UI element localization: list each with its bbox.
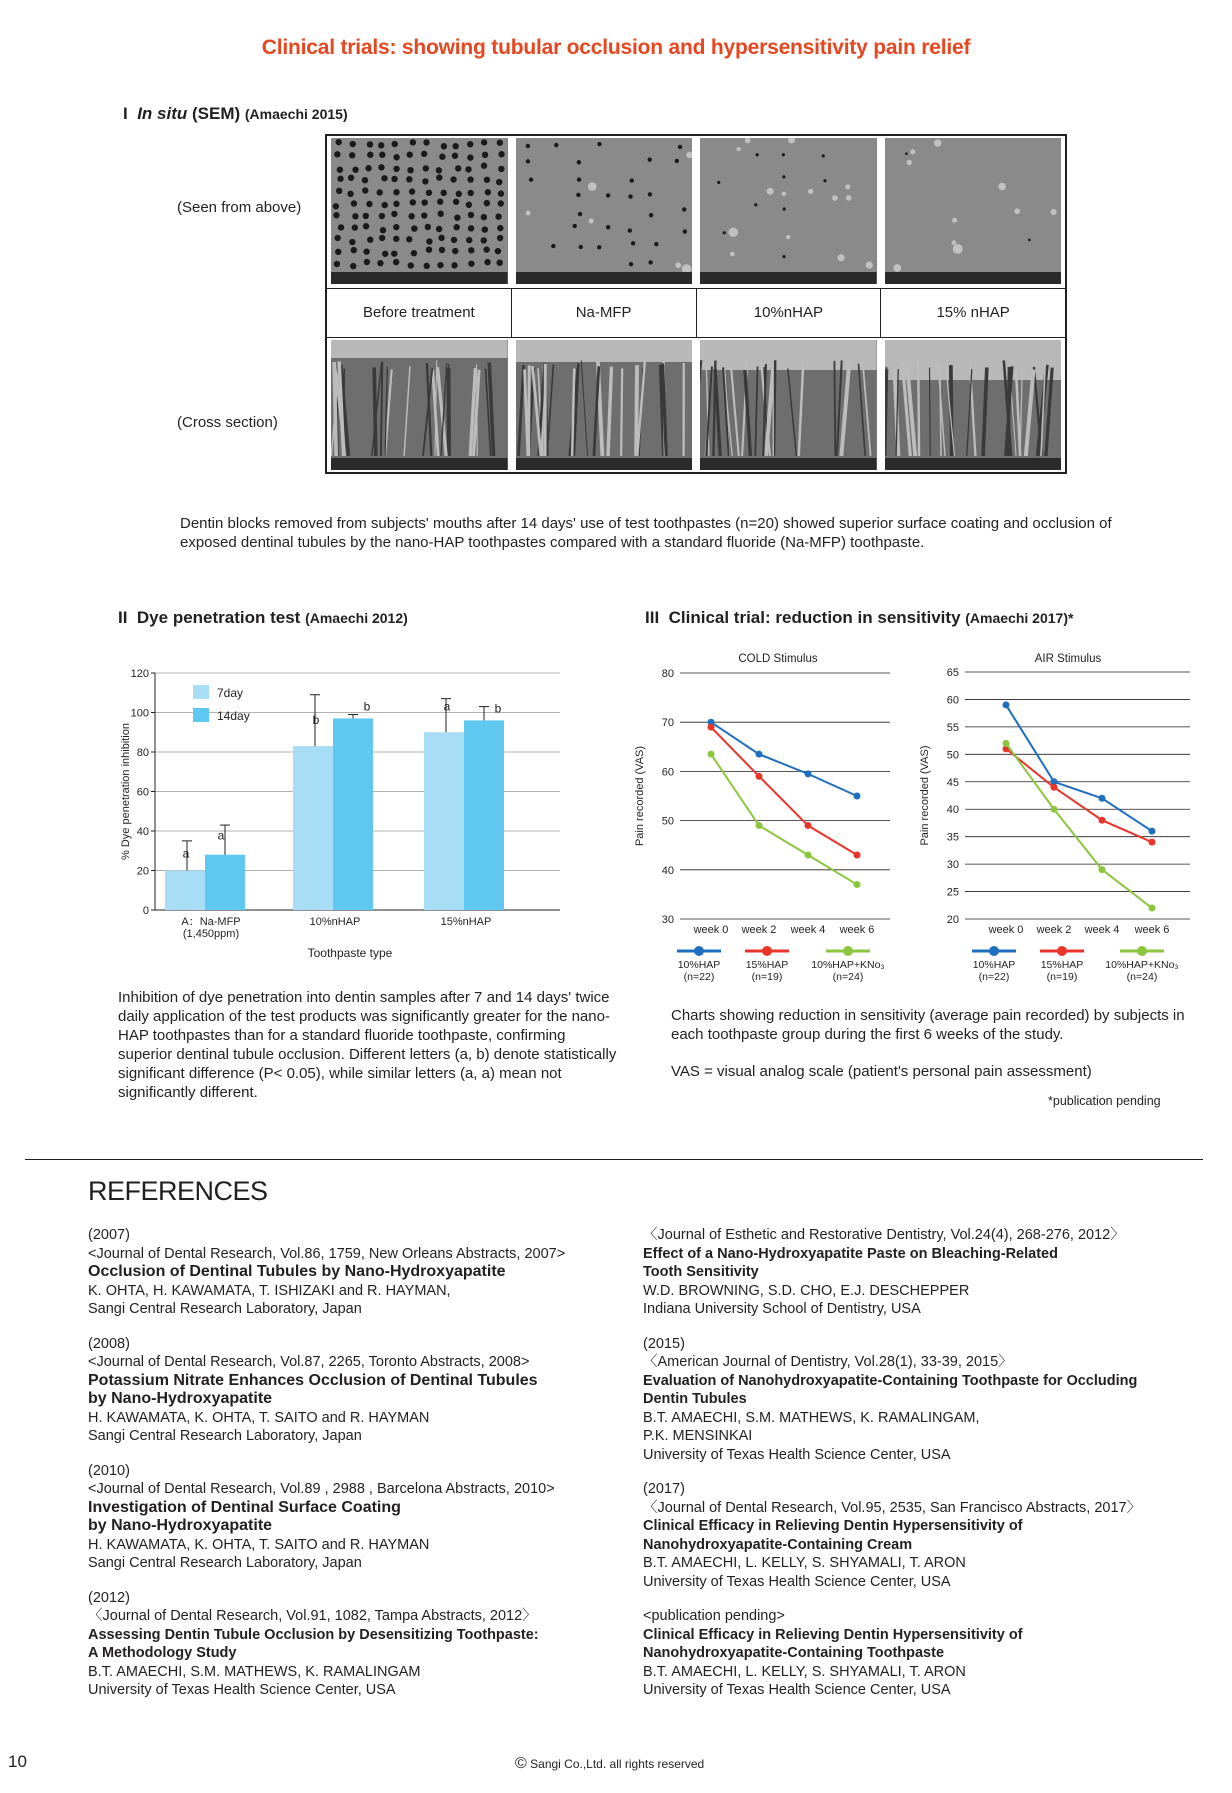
reference-source: <Journal of Dental Research, Vol.89 , 2988 , Barcelona Abstracts, 2010> [88, 1481, 555, 1497]
reference-entry [88, 1335, 648, 1446]
y-tick-label: 50 [661, 815, 674, 828]
data-point [1099, 866, 1106, 873]
data-point [805, 770, 812, 777]
references-divider [25, 1159, 1203, 1160]
y-axis-label: % Dye penetration inhibition [120, 723, 132, 860]
bar-7day [165, 871, 205, 911]
legend-marker [1137, 946, 1147, 956]
reference-title: by Nano-Hydroxyapatite [88, 1390, 273, 1407]
series-line [711, 754, 857, 884]
section3-heading-sub: (Amaechi 2017)* [965, 610, 1074, 626]
section1-numeral: I [123, 104, 128, 123]
legend-label: (n=22) [978, 971, 1010, 983]
legend-marker [989, 946, 999, 956]
column-label-before: Before treatment [327, 289, 512, 337]
legend-label: 10%HAP [677, 959, 721, 971]
reference-source: 〈American Journal of Dentistry, Vol.28(1), 33-39, 2015〉 [643, 1354, 1013, 1370]
y-tick-label: 120 [130, 668, 149, 680]
data-point [1149, 839, 1156, 846]
data-point [1099, 795, 1106, 802]
y-tick-label: 55 [946, 721, 959, 734]
legend-label: 15%HAP [745, 959, 789, 971]
references-heading: REFERENCES [88, 1176, 268, 1206]
x-tick-label: week 6 [1134, 924, 1170, 936]
cross-section-micrograph [516, 340, 693, 470]
y-tick-label: 35 [946, 831, 959, 844]
significance-letter: a [182, 846, 190, 861]
y-tick-label: 20 [136, 865, 149, 878]
section2-heading [118, 608, 408, 628]
reference-authors: B.T. AMAECHI, S.M. MATHEWS, K. RAMALINGAM, [643, 1409, 980, 1426]
y-tick-label: 25 [946, 886, 959, 899]
cross-section-micrograph [331, 340, 508, 470]
significance-letter: b [494, 701, 502, 716]
y-tick-label: 70 [661, 717, 674, 730]
reference-authors: B.T. AMAECHI, L. KELLY, S. SHYAMALI, T. ARON [643, 1663, 966, 1680]
reference-title: Nanohydroxyapatite-Containing Toothpaste [643, 1645, 945, 1661]
legend-label: (n=24) [1126, 971, 1158, 983]
surface-micrograph [331, 138, 508, 284]
reference-title: Dentin Tubules [643, 1391, 747, 1407]
data-point [805, 852, 812, 859]
section1-heading-main: (SEM) [191, 104, 241, 123]
reference-source: 〈Journal of Dental Research, Vol.91, 1082, Tampa Abstracts, 2012〉 [88, 1608, 537, 1624]
reference-year: (2008) [88, 1335, 130, 1352]
reference-source: <Journal of Dental Research, Vol.86, 1759, New Orleans Abstracts, 2007> [88, 1245, 566, 1262]
y-tick-label: 45 [946, 776, 959, 789]
data-point [805, 822, 812, 829]
reference-authors: Sangi Central Research Laboratory, Japan [88, 1428, 362, 1444]
reference-authors: University of Texas Health Science Center, USA [643, 1573, 951, 1590]
reference-title: Clinical Efficacy in Relieving Dentin Hypersensitivity of [643, 1626, 1023, 1643]
bar-14day [464, 720, 504, 910]
reference-title: Nanohydroxyapatite-Containing Cream [643, 1536, 913, 1553]
reference-authors: Indiana University School of Dentistry, USA [643, 1301, 921, 1317]
y-tick-label: 40 [946, 804, 959, 817]
y-tick-label: 40 [661, 864, 674, 877]
reference-authors: P.K. MENSINKAI [643, 1428, 753, 1444]
copyright-icon: © [515, 1755, 527, 1772]
significance-letter: b [312, 713, 320, 728]
cold-stimulus-line-chart [630, 640, 905, 990]
bar-14day [333, 718, 373, 910]
reference-authors: H. KAWAMATA, K. OHTA, T. SAITO and R. HAYMAN [88, 1536, 430, 1553]
reference-authors: W.D. BROWNING, S.D. CHO, E.J. DESCHEPPER [643, 1282, 970, 1299]
legend-marker [762, 946, 772, 956]
reference-year: (2010) [88, 1462, 130, 1479]
x-axis-label: Toothpaste type [307, 946, 393, 960]
reference-authors: B.T. AMAECHI, L. KELLY, S. SHYAMALI, T. ARON [643, 1555, 966, 1571]
data-point [854, 852, 861, 859]
section2-numeral: II [118, 608, 128, 627]
data-point [1003, 740, 1010, 747]
reference-title: Assessing Dentin Tubule Occlusion by Desensitizing Toothpaste: [88, 1626, 539, 1643]
bar-7day [293, 746, 333, 910]
data-point [854, 793, 861, 800]
legend-label: 10%HAP+KNo₃ [1105, 959, 1179, 971]
publication-pending-footnote: *publication pending [1048, 1094, 1161, 1108]
reference-title: Investigation of Dentinal Surface Coating [88, 1498, 401, 1516]
section1-description: Dentin blocks removed from subjects' mouths after 14 days' use of test toothpastes (n=20) showed superior surface coating and occlusion of exposed dentinal tubules by the nano-HAP toothpastes compared with a standard fluoride (Na-MFP) toothpaste. [180, 515, 1112, 551]
reference-entry [643, 1226, 1213, 1319]
section1-heading-italic: In situ [137, 104, 188, 123]
reference-authors: University of Texas Health Science Center, USA [643, 1446, 951, 1463]
reference-year: (2015) [643, 1335, 685, 1352]
chart-title: AIR Stimulus [1034, 653, 1102, 665]
x-tick-label: week 2 [1036, 924, 1072, 936]
y-axis-label: Pain recorded (VAS) [919, 745, 931, 846]
significance-letter: a [217, 828, 225, 843]
references-left-column [88, 1226, 648, 1716]
x-tick-label: week 4 [790, 924, 826, 936]
reference-entry [643, 1480, 1213, 1591]
x-tick-label: week 0 [988, 924, 1024, 936]
column-label-namfp: Na-MFP [512, 289, 697, 337]
reference-authors: H. KAWAMATA, K. OHTA, T. SAITO and R. HAYMAN [88, 1409, 430, 1426]
reference-title: Clinical Efficacy in Relieving Dentin Hypersensitivity of [643, 1518, 1023, 1534]
y-tick-label: 50 [946, 749, 959, 762]
reference-year: <publication pending> [643, 1608, 785, 1624]
data-point [1149, 905, 1156, 912]
reference-authors: B.T. AMAECHI, S.M. MATHEWS, K. RAMALINGAM [88, 1663, 421, 1680]
reference-title: Effect of a Nano-Hydroxyapatite Paste on Bleaching-Related [643, 1245, 1058, 1262]
section2-heading-main: Dye penetration test [136, 608, 301, 627]
column-label-15nhap: 15% nHAP [936, 304, 1010, 321]
reference-source: <Journal of Dental Research, Vol.87, 2265, Toronto Abstracts, 2008> [88, 1354, 530, 1370]
data-point [756, 822, 763, 829]
reference-source: 〈Journal of Dental Research, Vol.95, 2535, San Francisco Abstracts, 2017〉 [643, 1499, 1142, 1516]
series-line [711, 727, 857, 855]
surface-micrograph [516, 138, 693, 284]
section2-heading-sub: (Amaechi 2012) [305, 610, 408, 626]
category-label: A：Na-MFP [181, 916, 241, 928]
data-point [854, 881, 861, 888]
y-tick-label: 65 [946, 667, 959, 679]
section3-description-2: VAS = visual analog scale (patient's personal pain assessment) [671, 1063, 1092, 1080]
reference-title: Potassium Nitrate Enhances Occlusion of Dentinal Tubules [88, 1371, 538, 1389]
dye-penetration-bar-chart [105, 655, 575, 975]
reference-authors: Sangi Central Research Laboratory, Japan [88, 1301, 362, 1317]
page-title: Clinical trials: showing tubular occlusion and hypersensitivity pain relief [261, 36, 971, 59]
section3-numeral: III [645, 608, 660, 627]
air-stimulus-line-chart [915, 640, 1205, 990]
legend-marker [1057, 946, 1067, 956]
sem-image-table [325, 134, 1067, 474]
data-point [1051, 806, 1058, 813]
reference-source: 〈Journal of Esthetic and Restorative Dentistry, Vol.24(4), 268-276, 2012〉 [643, 1227, 1125, 1243]
category-label: (1,450ppm) [182, 928, 240, 940]
data-point [1149, 828, 1156, 835]
legend-label: 15%HAP [1040, 959, 1084, 971]
x-tick-label: week 2 [741, 924, 777, 936]
y-tick-label: 100 [130, 707, 149, 720]
series-line [1006, 749, 1152, 842]
section3-description-1: Charts showing reduction in sensitivity (average pain recorded) by subjects in each toothpaste group during the first 6 weeks of the study. [671, 1007, 1185, 1043]
y-tick-label: 40 [136, 826, 149, 838]
x-tick-label: week 6 [839, 924, 875, 936]
sem-column-labels [327, 288, 1065, 338]
reference-authors: K. OHTA, H. KAWAMATA, T. ISHIZAKI and R. HAYMAN, [88, 1282, 451, 1299]
bar-7day [424, 732, 464, 910]
reference-title: Evaluation of Nanohydroxyapatite-Containing Toothpaste for Occluding [643, 1372, 1138, 1389]
legend-label: (n=19) [751, 971, 783, 983]
reference-authors: Sangi Central Research Laboratory, Japan [88, 1555, 362, 1571]
category-label: 10%nHAP [309, 916, 361, 928]
legend-swatch [193, 685, 209, 699]
reference-authors: University of Texas Health Science Center, USA [88, 1682, 396, 1698]
legend-marker [843, 946, 853, 956]
row-label-bottom: (Cross section) [177, 414, 278, 431]
category-label: 15%nHAP [440, 916, 492, 928]
legend-label: 10%HAP+KNo₃ [811, 959, 885, 971]
y-tick-label: 20 [946, 914, 959, 926]
copyright-line [515, 1755, 704, 1773]
y-tick-label: 60 [136, 786, 149, 799]
legend-swatch [193, 708, 209, 722]
legend-label: 10%HAP [972, 959, 1016, 971]
significance-letter: b [363, 699, 371, 714]
series-line [711, 722, 857, 796]
surface-micrograph [885, 138, 1062, 284]
reference-title: by Nano-Hydroxyapatite [88, 1517, 273, 1534]
cross-section-micrograph [885, 340, 1062, 470]
series-line [1006, 743, 1152, 908]
reference-year: (2017) [643, 1481, 685, 1497]
reference-entry [88, 1462, 648, 1573]
bar-14day [205, 855, 245, 910]
y-tick-label: 80 [136, 747, 149, 759]
legend-label: 14day [217, 709, 250, 723]
section1-heading-sub: (Amaechi 2015) [244, 106, 348, 122]
legend-label: (n=24) [832, 971, 864, 983]
reference-authors: University of Texas Health Science Center, USA [643, 1682, 951, 1698]
significance-letter: a [443, 699, 451, 714]
reference-title: Occlusion of Dentinal Tubules by Nano-Hydroxyapatite [88, 1263, 506, 1280]
data-point [1003, 701, 1010, 708]
page-number: 10 [8, 1752, 27, 1771]
reference-title: Tooth Sensitivity [643, 1264, 759, 1280]
references-right-column [643, 1226, 1213, 1716]
data-point [1099, 817, 1106, 824]
data-point [708, 724, 715, 731]
copyright-text: Sangi Co.,Ltd. all rights reserved [530, 1757, 705, 1771]
data-point [756, 751, 763, 758]
y-tick-label: 60 [946, 694, 959, 707]
reference-title: A Methodology Study [88, 1645, 237, 1661]
x-tick-label: week 0 [693, 924, 729, 936]
legend-marker [694, 946, 704, 956]
cross-section-micrograph [700, 340, 877, 470]
legend-label: (n=22) [683, 971, 715, 983]
reference-year: (2012) [88, 1589, 130, 1606]
legend-label: (n=19) [1046, 971, 1078, 983]
chart-title: COLD Stimulus [738, 653, 818, 665]
data-point [1051, 784, 1058, 791]
y-tick-label: 30 [946, 859, 959, 872]
section3-heading-main: Clinical trial: reduction in sensitivity [668, 608, 961, 627]
y-tick-label: 0 [142, 905, 149, 917]
reference-entry [88, 1589, 648, 1700]
row-label-top: (Seen from above) [177, 199, 302, 216]
y-tick-label: 80 [661, 668, 674, 680]
x-tick-label: week 4 [1084, 924, 1120, 936]
y-axis-label: Pain recorded (VAS) [634, 745, 646, 847]
section3-heading [645, 608, 1073, 628]
section1-heading [123, 104, 348, 124]
section2-description: Inhibition of dye penetration into dentin samples after 7 and 14 days' twice daily application of the test products was significantly greater for the nano-HAP toothpastes than for a standard fluoride toothpaste, confirming superior dentinal tubule occlusion. Different letters (a, b) denote statistically significant difference (P< 0.05), while similar letters (a, a) mean not significantly different. [118, 989, 617, 1101]
reference-entry [643, 1607, 1213, 1700]
y-tick-label: 30 [661, 914, 674, 926]
reference-year: (2007) [88, 1227, 130, 1243]
legend-label: 7day [217, 686, 244, 700]
reference-entry [88, 1226, 648, 1319]
column-label-10nhap: 10%nHAP [697, 289, 882, 337]
y-tick-label: 60 [661, 766, 674, 779]
data-point [708, 751, 715, 758]
data-point [756, 773, 763, 780]
series-line [1006, 705, 1152, 831]
reference-entry [643, 1335, 1213, 1465]
surface-micrograph [700, 138, 877, 284]
